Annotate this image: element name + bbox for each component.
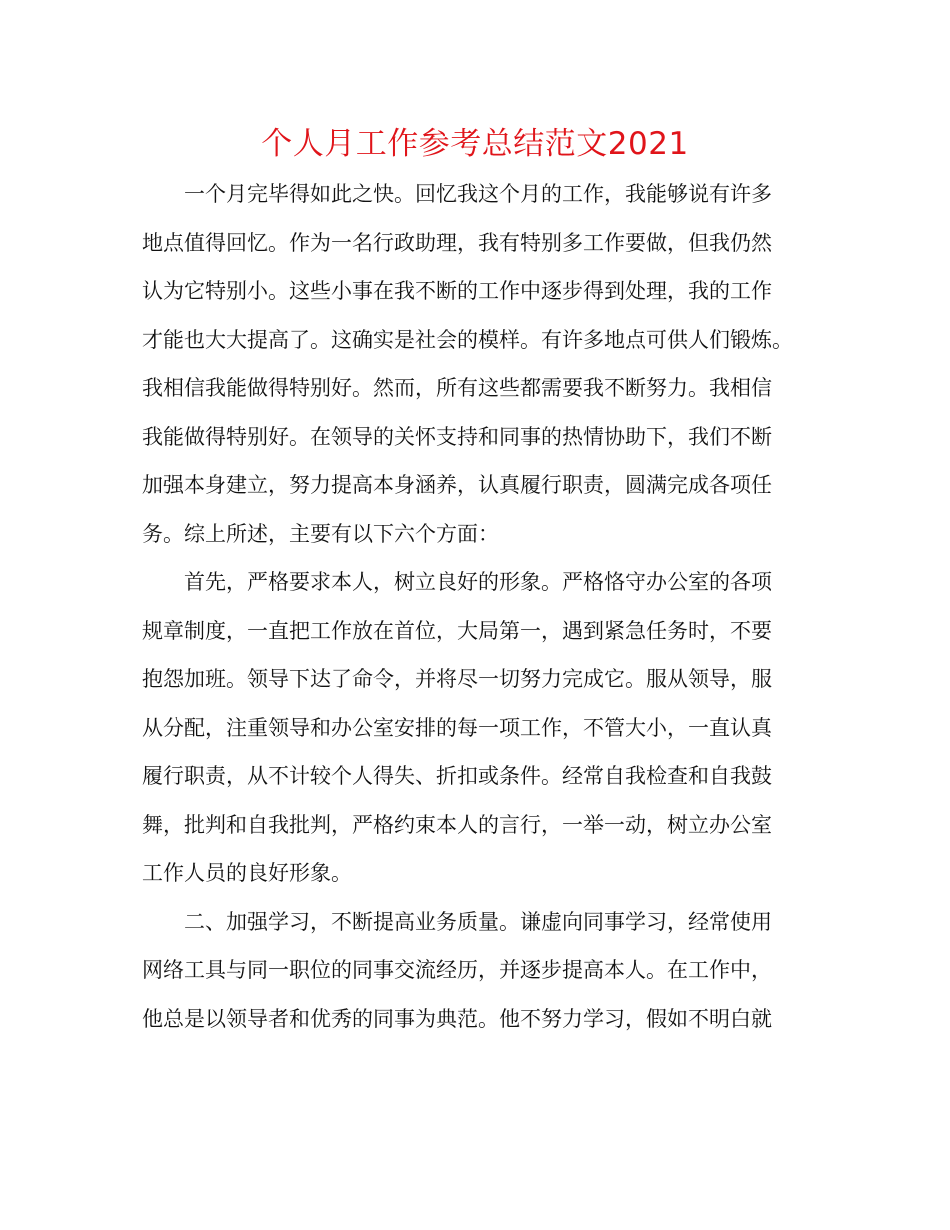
paragraph-2-line-2: 规章制度，一直把工作放在首位，大局第一，遇到紧急任务时，不要 [142,619,772,643]
paragraph-2-line-1: 首先，严格要求本人，树立良好的形象。严格恪守办公室的各项 [184,570,772,594]
paragraph-1-line-1: 一个月完毕得如此之快。回忆我这个月的工作，我能够说有许多 [184,182,772,206]
paragraph-1-line-7: 加强本身建立，努力提高本身涵养，认真履行职责，圆满完成各项任 [142,473,772,497]
document-title: 个人月工作参考总结范文2021 [261,126,689,162]
paragraph-1-line-8: 务。综上所述，主要有以下六个方面： [142,522,499,546]
paragraph-1-line-2: 地点值得回忆。作为一名行政助理，我有特别多工作要做，但我仍然 [142,231,772,255]
paragraph-1-line-3: 认为它特别小。这些小事在我不断的工作中逐步得到处理，我的工作 [142,279,772,303]
paragraph-1-line-5: 我相信我能做得特别好。然而，所有这些都需要我不断努力。我相信 [142,376,772,400]
paragraph-2-line-4: 从分配，注重领导和办公室安排的每一项工作，不管大小，一直认真 [142,716,772,740]
paragraph-2-line-6: 舞，批判和自我批判，严格约束本人的言行，一举一动，树立办公室 [142,813,772,837]
paragraph-2-line-3: 抱怨加班。领导下达了命令，并将尽一切努力完成它。服从领导，服 [142,667,772,691]
paragraph-1-line-4: 才能也大大提高了。这确实是社会的模样。有许多地点可供人们锻炼。 [142,328,793,352]
paragraph-2-line-5: 履行职责，从不计较个人得失、折扣或条件。经常自我检查和自我鼓 [142,764,772,788]
paragraph-1-line-6: 我能做得特别好。在领导的关怀支持和同事的热情协助下，我们不断 [142,425,772,449]
paragraph-3-line-1: 二、加强学习，不断提高业务质量。谦虚向同事学习，经常使用 [184,910,772,934]
paragraph-3-line-3: 他总是以领导者和优秀的同事为典范。他不努力学习，假如不明白就 [142,1007,772,1031]
paragraph-2-line-7: 工作人员的良好形象。 [142,861,352,885]
paragraph-3-line-2: 网络工具与同一职位的同事交流经历，并逐步提高本人。在工作中， [142,958,772,982]
